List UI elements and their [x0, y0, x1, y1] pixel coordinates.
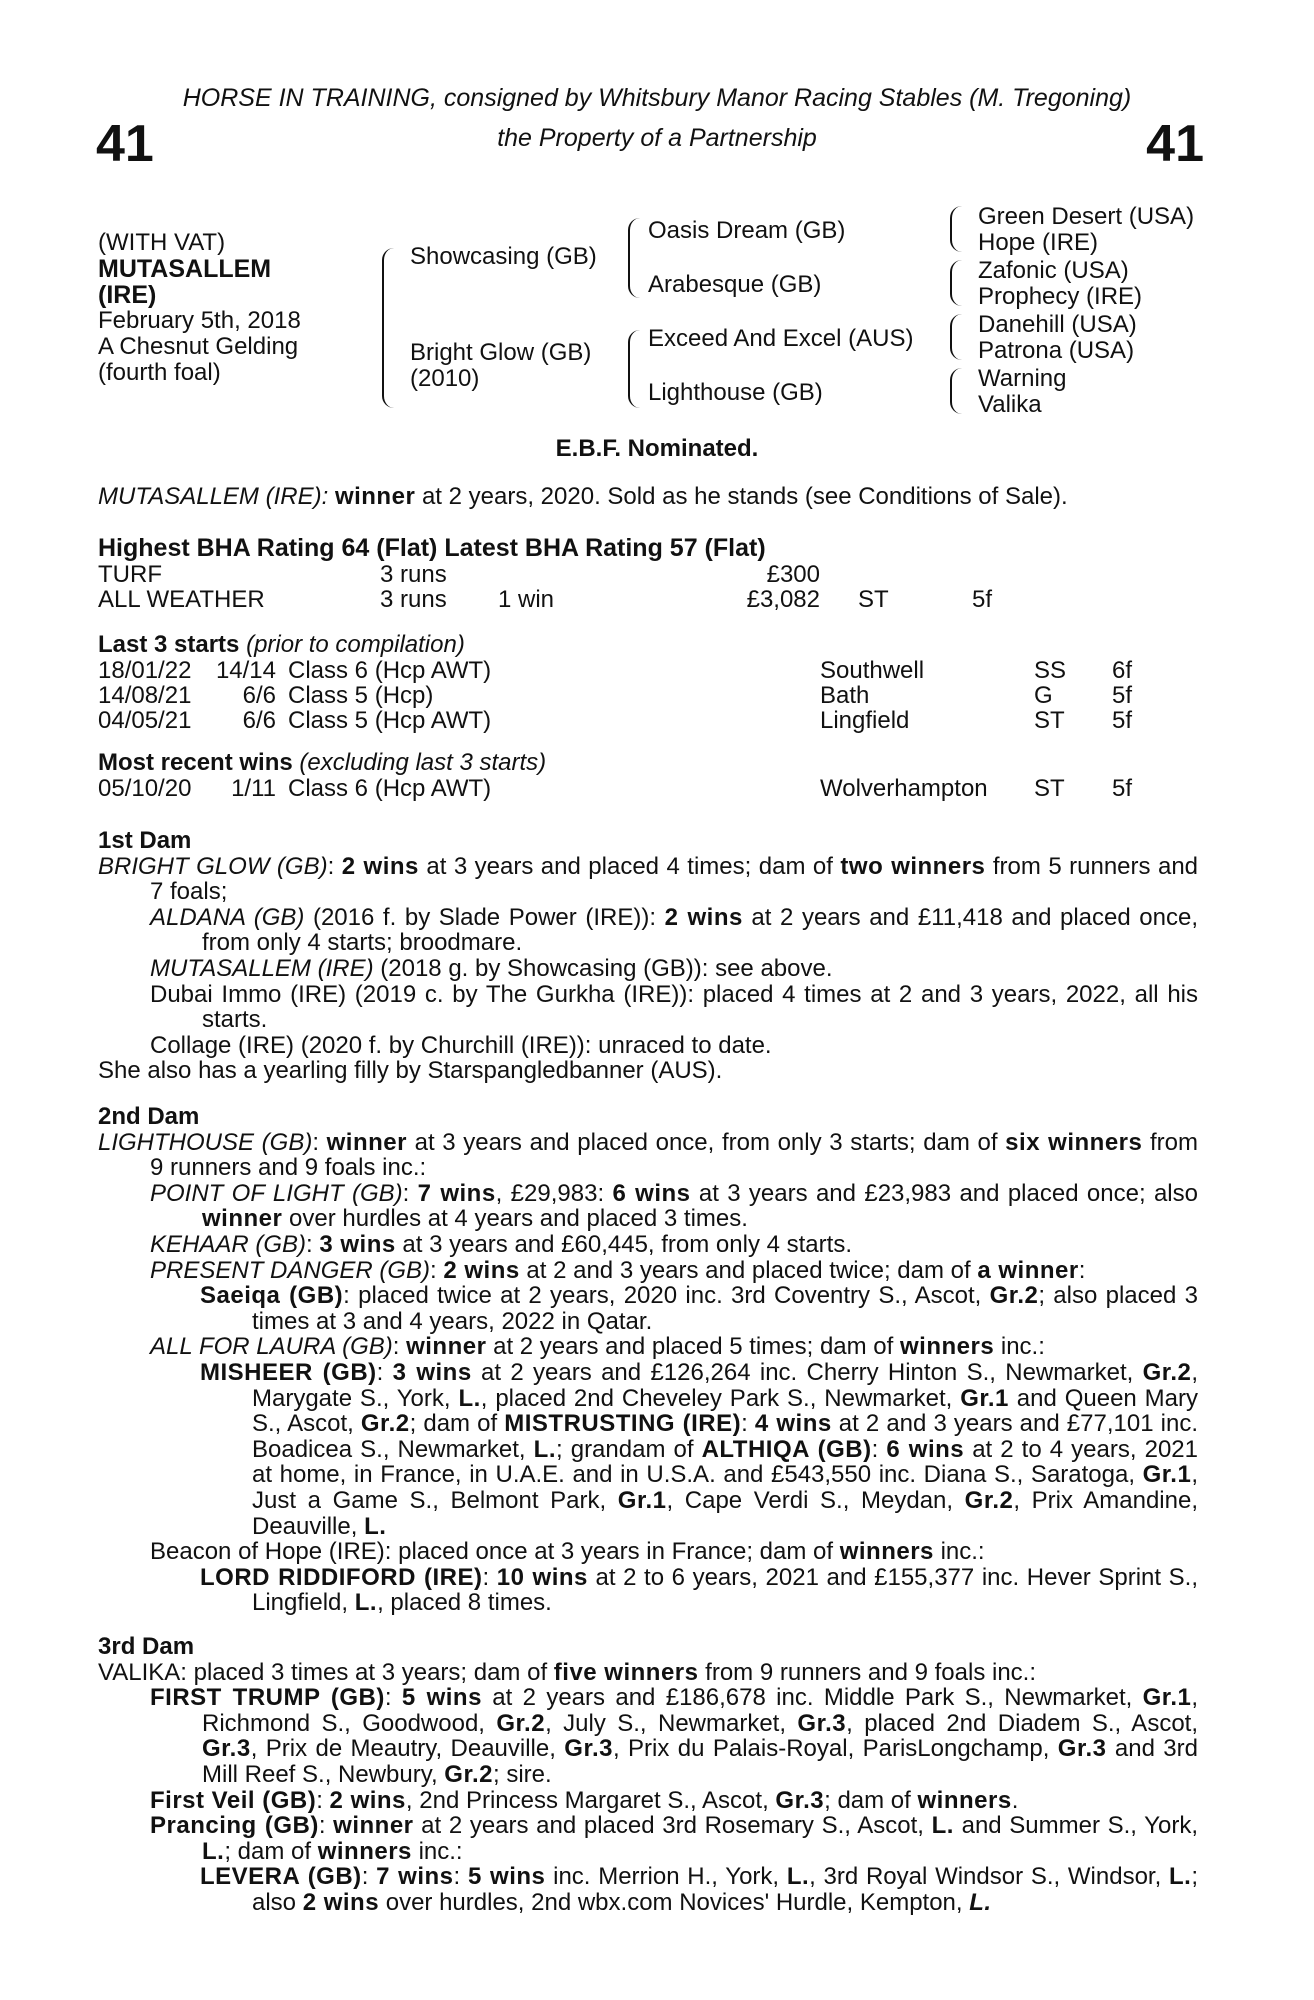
text: ; also [252, 1863, 1199, 1916]
brace-2 [950, 260, 964, 306]
recent-title: Most recent wins [98, 749, 293, 776]
summary-rest: at 2 years, 2020. Sold as he stands (see Conditions of Sale). [421, 483, 1068, 510]
ratings-prize: £3,082 [746, 586, 820, 613]
second-dam-line [98, 1130, 1198, 1181]
text: 5 wins [467, 1863, 546, 1891]
text: Gr.3 [202, 1735, 251, 1763]
ratings-row [98, 562, 1198, 588]
text: : [430, 1256, 444, 1284]
third-dam-line [98, 1660, 1198, 1686]
last3-heading [98, 632, 465, 658]
text: : [361, 1863, 377, 1891]
text: , July S., Newmarket, [545, 1709, 798, 1737]
grandproduce-saeiqa [98, 1283, 1198, 1334]
dam: Bright Glow (GB) [410, 339, 592, 366]
dam-name: BRIGHT GLOW (GB) [98, 852, 328, 880]
text: Gr.2 [1142, 1358, 1192, 1386]
text: First Veil (GB) [150, 1786, 317, 1814]
summary-colon: : [321, 483, 329, 510]
text: L. [202, 1837, 225, 1865]
text: : [1078, 1256, 1086, 1284]
text: L. [533, 1435, 556, 1463]
brace-3 [950, 314, 964, 360]
text: ALTHIQA (GB) [701, 1435, 872, 1463]
text: winners [839, 1538, 934, 1566]
recent-dist: 5f [1112, 775, 1133, 802]
first-dam-title: 1st Dam [98, 827, 192, 854]
dam-sire: Exceed And Excel (AUS) [648, 325, 914, 352]
text: , placed 2nd Diadem S., Ascot, [846, 1709, 1198, 1737]
text: MISTRUSTING (IRE) [504, 1410, 742, 1438]
second-dam-title: 2nd Dam [98, 1103, 200, 1130]
text: FIRST TRUMP (GB) [150, 1684, 385, 1712]
produce-mutasallem [98, 956, 1198, 982]
text: over hurdles, 2nd wbx.com Novices' Hurdle, Kempton, [379, 1888, 970, 1916]
text: , Just a Game S., Belmont Park, [252, 1461, 1198, 1514]
ratings-runs: 3 runs [380, 586, 447, 613]
grandproduce-lord-riddiford [98, 1565, 1198, 1616]
text: 6 wins [612, 1179, 691, 1207]
text: inc.: [933, 1538, 985, 1566]
text: and Queen Mary S., Ascot, [252, 1384, 1199, 1438]
text: (2018 g. by Showcasing (GB)): see above. [373, 954, 833, 982]
sire-sire-dam: Hope (IRE) [978, 229, 1099, 256]
text: ; grandam of [555, 1435, 702, 1463]
catalogue-header: HORSE IN TRAINING, consigned by Whitsbury Manor Racing Stables (M. Tregoning) [182, 84, 1132, 112]
text: 5 wins [401, 1684, 482, 1712]
dam-dam-dam: Valika [978, 391, 1042, 418]
ratings-wins: 1 win [498, 586, 555, 613]
sire-dam: Arabesque (GB) [648, 271, 822, 298]
horse-info [98, 230, 301, 386]
ratings-surface: TURF [98, 561, 162, 588]
produce-collage: Collage (IRE) (2020 f. by Churchill (IRE)): unraced to date. [150, 1031, 772, 1059]
text: 7 wins [417, 1179, 496, 1207]
text: L. [931, 1812, 954, 1840]
recent-going: ST [1034, 775, 1065, 802]
text: 2 wins [664, 903, 743, 931]
text: 2 wins [302, 1888, 380, 1916]
last3-pos: 14/14 [215, 657, 276, 684]
text: at 3 years and placed 4 times; dam of [418, 852, 841, 880]
recent-row [98, 776, 1198, 802]
text: at 3 years and £23,983 and placed once; also [690, 1179, 1198, 1207]
produce-name: KEHAAR (GB) [150, 1230, 307, 1258]
produce-present-danger [98, 1258, 1198, 1284]
text: : [871, 1435, 887, 1463]
second-dam-section [98, 1104, 1198, 1616]
text: a winner [977, 1256, 1079, 1284]
text: 6 wins [886, 1435, 965, 1463]
last3-dist: 5f [1112, 707, 1133, 734]
text: (2016 f. by Slade Power (IRE)): [304, 903, 665, 931]
text: at 2 years and placed 3rd Rosemary S., Ascot, [413, 1812, 932, 1840]
text: inc. Merrion H., York, [545, 1863, 787, 1891]
last3-dist: 5f [1112, 682, 1133, 709]
last3-cls: Class 6 (Hcp AWT) [288, 657, 492, 684]
text: over hurdles at 4 years and placed 3 times. [282, 1205, 748, 1233]
ratings-going: ST [858, 586, 889, 613]
text: at 2 to 4 years, 2021 at home, in France, in U.A.E. and in U.S.A. and £543,550 inc. Diana S., Saratoga, [252, 1435, 1198, 1489]
text: Gr.1 [1142, 1461, 1192, 1489]
text: winner [326, 1128, 407, 1156]
produce-point-of-light [98, 1181, 1198, 1232]
text: 4 wins [754, 1410, 832, 1438]
text: , Prix Amandine, Deauville, [252, 1486, 1199, 1540]
third-dam-section [98, 1634, 1198, 1916]
text: MISHEER (GB) [200, 1358, 377, 1386]
yearling-note: She also has a yearling filly by Starspangledbanner (AUS). [98, 1057, 723, 1085]
text: at 2 and 3 years and £77,101 inc. Boadicea S., Newmarket, [252, 1410, 1198, 1463]
text: Gr.1 [960, 1384, 1009, 1412]
dam-sire-sire: Danehill (USA) [978, 311, 1137, 338]
text: Gr.1 [617, 1486, 667, 1514]
sire-sire-sire: Green Desert (USA) [978, 203, 1195, 230]
recent-subtitle: (excluding last 3 starts) [299, 749, 547, 776]
last3-row [98, 708, 1198, 734]
text: winner [333, 1812, 414, 1840]
text: Gr.3 [775, 1786, 825, 1814]
text: ; sire. [493, 1760, 552, 1788]
horse-description: A Chesnut Gelding [98, 333, 299, 360]
foaling-date: February 5th, 2018 [98, 307, 301, 334]
recent-date: 05/10/20 [98, 775, 192, 802]
text: at 2 years and £126,264 inc. Cherry Hinton S., Newmarket, [471, 1358, 1143, 1386]
last3-pos: 6/6 [242, 707, 276, 734]
text: VALIKA: placed 3 times at 3 years; dam of [98, 1658, 554, 1686]
text: winner [202, 1205, 283, 1233]
produce-prancing [98, 1813, 1198, 1864]
text: : [316, 1786, 330, 1814]
text: ; also placed 3 times at 3 and 4 years, 2022 in Qatar. [252, 1282, 1198, 1335]
text: Gr.3 [564, 1735, 613, 1763]
text: Gr.2 [496, 1709, 546, 1737]
text: ; dam of [824, 1786, 918, 1814]
text: , placed 8 times. [377, 1589, 552, 1617]
produce-name: PRESENT DANGER (GB) [150, 1256, 431, 1284]
produce-kehaar [98, 1232, 1198, 1258]
text: : [402, 1179, 418, 1207]
produce-name: POINT OF LIGHT (GB) [150, 1179, 403, 1207]
vat-note: (WITH VAT) [98, 229, 226, 256]
race-summary [98, 484, 1068, 510]
ratings-dist: 5f [972, 586, 993, 613]
text: six winners [1005, 1128, 1143, 1156]
text: : [312, 1128, 327, 1156]
text: , Cape Verdi S., Meydan, [666, 1486, 965, 1514]
text: Gr.2 [360, 1410, 410, 1438]
produce-first-veil [98, 1788, 1198, 1814]
summary-winner: winner [334, 483, 416, 510]
last3-date: 18/01/22 [98, 657, 192, 684]
recent-course: Wolverhampton [820, 775, 988, 802]
text: at 2 to 6 years, 2021 and £155,377 inc. Hever Sprint S., Lingfield, [252, 1563, 1198, 1617]
text: , Prix du Palais-Royal, ParisLongchamp, [613, 1735, 1058, 1763]
text: , Marygate S., York, [252, 1358, 1199, 1412]
text: : [306, 1230, 320, 1258]
text: L. [1169, 1863, 1192, 1891]
last3-dist: 6f [1112, 657, 1133, 684]
last3-row [98, 683, 1198, 709]
text: : [384, 1684, 402, 1712]
text: winners [317, 1837, 412, 1865]
produce-first-trump [98, 1685, 1198, 1787]
text: and Summer S., York, [953, 1812, 1198, 1840]
dam-year: (2010) [410, 365, 480, 392]
text: 2 wins [341, 852, 419, 880]
produce-all-for-laura [98, 1334, 1198, 1360]
sire-dam-sire: Zafonic (USA) [978, 257, 1129, 284]
brace-4 [950, 368, 964, 414]
third-dam-title: 3rd Dam [98, 1633, 195, 1660]
last3-course: Southwell [820, 657, 925, 684]
grandproduce-misheer [98, 1360, 1198, 1539]
dam-dam-sire: Warning [978, 365, 1067, 392]
text: : placed twice at 2 years, 2020 inc. 3rd Coventry S., Ascot, [343, 1282, 990, 1310]
last3-going: SS [1034, 657, 1067, 684]
text: 2 wins [329, 1786, 406, 1814]
grandproduce-levera [98, 1864, 1198, 1915]
dam-brace [628, 330, 642, 408]
recent-heading [98, 750, 546, 776]
text: inc.: [411, 1837, 463, 1865]
text: ; dam of [409, 1410, 505, 1438]
horse-name: MUTASALLEM [98, 255, 272, 283]
text: winners [899, 1333, 995, 1361]
text: at 3 years and £60,445, from only 4 starts. [395, 1230, 852, 1258]
text: , 2nd Princess Margaret S., Ascot, [405, 1786, 776, 1814]
ebf-note: E.B.F. Nominated. [555, 435, 759, 462]
text: L. [786, 1863, 810, 1891]
text: Gr.2 [989, 1282, 1039, 1310]
produce-beacon-of-hope [98, 1539, 1198, 1565]
rating-title: Highest BHA Rating 64 (Flat) Latest BHA Rating 57 (Flat) [98, 534, 766, 562]
text: , placed 2nd Cheveley Park S., Newmarket, [480, 1384, 961, 1412]
last3-date: 04/05/21 [98, 707, 192, 734]
ratings-runs: 3 runs [380, 561, 447, 588]
last3-course: Lingfield [820, 707, 910, 734]
text: 7 wins [376, 1863, 454, 1891]
last3-row [98, 658, 1198, 684]
text: Prancing (GB) [150, 1812, 319, 1840]
text: winners [917, 1786, 1012, 1814]
lot-number-left: 41 [96, 115, 154, 173]
text: from 9 runners and 9 foals inc.: [150, 1128, 1199, 1182]
text: at 2 years and £11,418 and placed once, from only 4 starts; broodmare. [202, 903, 1199, 957]
sire-sire: Oasis Dream (GB) [648, 217, 846, 244]
vendor-line: the Property of a Partnership [497, 124, 817, 152]
produce-aldana [98, 905, 1198, 956]
text: : [453, 1863, 468, 1891]
text: L. [458, 1384, 481, 1412]
text: Gr.1 [1142, 1684, 1192, 1712]
text: , Richmond S., Goodwood, [202, 1684, 1199, 1737]
brace-1 [950, 206, 964, 252]
pedigree-brace [382, 248, 396, 408]
lot-number-right: 41 [1146, 115, 1204, 173]
text: L. [969, 1888, 992, 1916]
produce-name: ALDANA (GB) [150, 903, 305, 931]
text: 3 wins [392, 1358, 472, 1386]
last3-title: Last 3 starts [98, 631, 240, 658]
sire: Showcasing (GB) [410, 243, 597, 270]
produce-name: MUTASALLEM (IRE) [150, 954, 374, 982]
text: two winners [840, 852, 986, 880]
last3-going: ST [1034, 707, 1065, 734]
text: L. [354, 1589, 378, 1617]
text: Gr.3 [797, 1709, 847, 1737]
ratings-surface: ALL WEATHER [98, 586, 265, 613]
text: , £29,983: [495, 1179, 613, 1207]
last3-going: G [1034, 682, 1053, 709]
produce-name: ALL FOR LAURA (GB) [150, 1333, 393, 1361]
text: inc.: [994, 1333, 1045, 1361]
dam-dam: Lighthouse (GB) [648, 379, 823, 406]
text: from 5 runners and 7 foals; [150, 852, 1199, 906]
dam-sire-dam: Patrona (USA) [978, 337, 1135, 364]
last3-subtitle: (prior to compilation) [246, 631, 465, 658]
text: : [376, 1358, 393, 1386]
text: : [741, 1410, 755, 1438]
text: Beacon of Hope (IRE): placed once at 3 years in France; dam of [150, 1538, 840, 1566]
text: , Prix de Meautry, Deauville, [250, 1735, 565, 1763]
recent-pos: 1/11 [231, 775, 276, 802]
text: : [392, 1333, 407, 1361]
text: and 3rd Mill Reef S., Newbury, [202, 1735, 1198, 1788]
text: . [1011, 1786, 1019, 1814]
dam-name: LIGHTHOUSE (GB) [98, 1128, 313, 1156]
text: from 9 runners and 9 foals inc.: [698, 1658, 1036, 1686]
text: Saeiqa (GB) [200, 1282, 344, 1310]
last3-cls: Class 5 (Hcp) [288, 682, 434, 709]
first-dam-section [98, 828, 1198, 1084]
text: five winners [553, 1658, 699, 1686]
recent-cls: Class 6 (Hcp AWT) [288, 775, 492, 802]
text: LORD RIDDIFORD (IRE) [200, 1563, 483, 1591]
sire-brace [628, 218, 642, 298]
text: LEVERA (GB) [200, 1863, 362, 1891]
ratings-row [98, 587, 1198, 613]
text: 10 wins [496, 1563, 588, 1591]
text: 2 wins [443, 1256, 520, 1284]
last3-cls: Class 5 (Hcp AWT) [288, 707, 492, 734]
text: at 2 years and placed 5 times; dam of [486, 1333, 900, 1361]
text: winner [406, 1333, 487, 1361]
text: Gr.3 [1057, 1735, 1107, 1763]
last3-course: Bath [820, 682, 870, 709]
text: Gr.2 [444, 1760, 493, 1788]
text: Gr.2 [964, 1486, 1014, 1514]
text: at 2 and 3 years and placed twice; dam of [519, 1256, 978, 1284]
first-dam-line [98, 854, 1198, 905]
last3-pos: 6/6 [242, 682, 276, 709]
text: at 3 years and placed once, from only 3 starts; dam of [406, 1128, 1006, 1156]
text: 3 wins [319, 1230, 396, 1258]
sire-dam-dam: Prophecy (IRE) [978, 283, 1143, 310]
ratings-prize: £300 [766, 561, 820, 588]
text: at 2 years and £186,678 inc. Middle Park S., Newmarket, [481, 1684, 1143, 1712]
produce-dubai-immo: Dubai Immo (IRE) (2019 c. by The Gurkha (IRE)): placed 4 times at 2 and 3 years, 2022, all his starts. [150, 980, 1198, 1034]
foal-number: (fourth foal) [98, 359, 221, 386]
summary-horse: MUTASALLEM (IRE) [98, 483, 322, 510]
text: : [318, 1812, 334, 1840]
text: : [327, 852, 342, 880]
last3-date: 14/08/21 [98, 682, 192, 709]
text: L. [364, 1512, 387, 1540]
text: , 3rd Royal Windsor S., Windsor, [809, 1863, 1170, 1891]
text: : [482, 1563, 497, 1591]
text: ; dam of [224, 1837, 318, 1865]
horse-country: (IRE) [98, 281, 157, 309]
